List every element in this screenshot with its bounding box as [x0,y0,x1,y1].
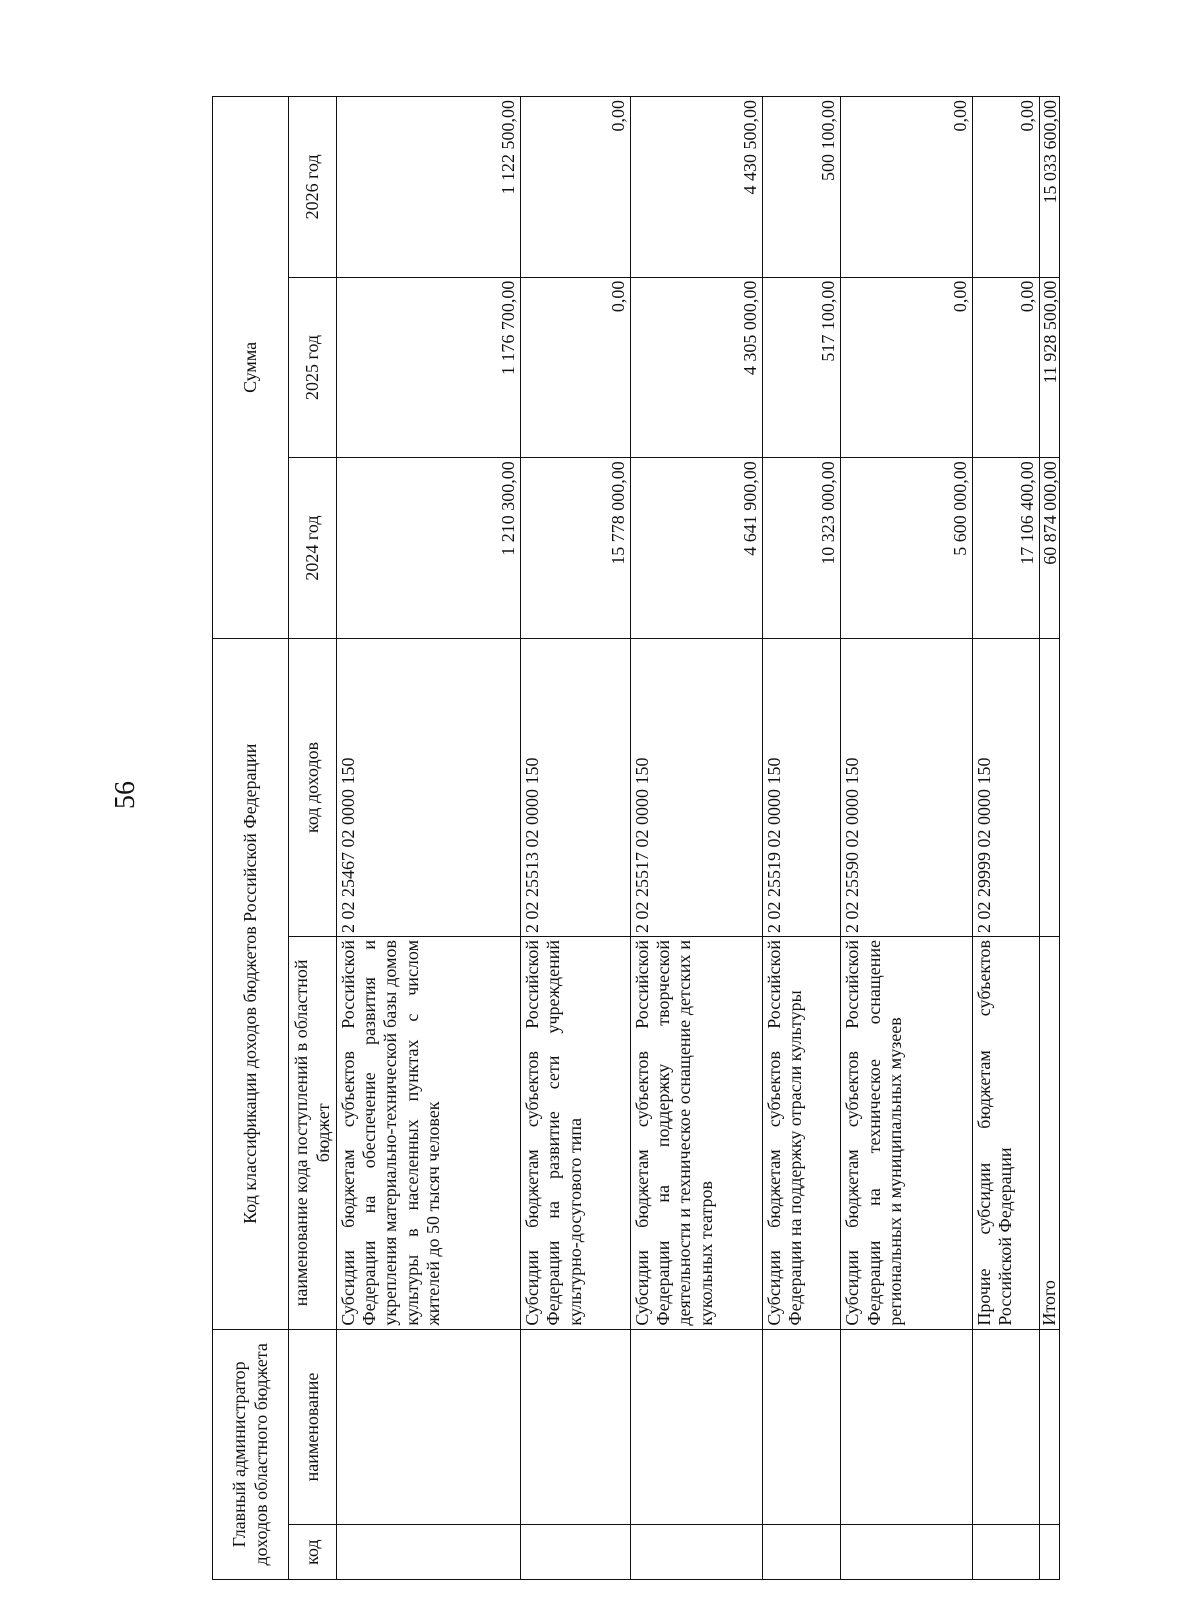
admin-code-header: код [289,1525,337,1580]
admin-code-cell [337,1525,521,1580]
total-2025: 11 928 500,00 [1040,277,1060,458]
amount-2026: 1 122 500,00 [337,97,521,278]
amount-2024: 15 778 000,00 [521,458,631,639]
amount-2025: 4 305 000,00 [631,277,763,458]
amount-2024: 10 323 000,00 [762,458,840,639]
amount-2025: 0,00 [841,277,973,458]
revenue-code: 2 02 25590 02 0000 150 [841,638,973,936]
class-code-header: код доходов [289,638,337,936]
budget-revenue-table [212,96,1060,1580]
amount-2024: 1 210 300,00 [337,458,521,639]
amount-2026: 0,00 [841,97,973,278]
admin-code-cell [841,1525,973,1580]
page-number: 56 [110,781,141,809]
amount-2024: 5 600 000,00 [841,458,973,639]
amount-2026: 500 100,00 [762,97,840,278]
table-row [762,97,840,1580]
amount-2025: 517 100,00 [762,277,840,458]
table-row [631,97,763,1580]
amount-2026: 4 430 500,00 [631,97,763,278]
amount-2026: 0,00 [973,97,1040,278]
budget-table-wrapper [212,96,1060,1580]
revenue-code: 2 02 25519 02 0000 150 [762,638,840,936]
amount-2026: 0,00 [521,97,631,278]
revenue-description: Субсидии бюджетам субъектов Российской Федерации на развитие сети учреждений культурно-досугового типа [521,937,631,1330]
admin-code-cell [631,1525,763,1580]
admin-name-cell [521,1329,631,1525]
admin-name-header: наименование [289,1329,337,1525]
admin-code-cell [521,1525,631,1580]
total-label: Итого [1040,937,1060,1330]
total-2024: 60 874 000,00 [1040,458,1060,639]
admin-code-cell [973,1525,1040,1580]
revenue-code: 2 02 25467 02 0000 150 [337,638,521,936]
admin-code-cell [762,1525,840,1580]
amount-2025: 0,00 [521,277,631,458]
revenue-description: Субсидии бюджетам субъектов Российской Федерации на поддержку отрасли культуры [762,937,840,1330]
sum-group-header: Сумма [213,97,289,639]
admin-name-cell [337,1329,521,1525]
amount-2025: 0,00 [973,277,1040,458]
revenue-code: 2 02 25513 02 0000 150 [521,638,631,936]
admin-name-cell [762,1329,840,1525]
classification-group-header: Код классификации доходов бюджетов Российской Федерации [213,638,289,1329]
admin-name-cell [973,1329,1040,1525]
revenue-description: Прочие субсидии бюджетам субъектов Российской Федерации [973,937,1040,1330]
total-code-cell [1040,638,1060,936]
total-row [1040,97,1060,1580]
admin-name-cell [631,1329,763,1525]
table-row [337,97,521,1580]
amount-2024: 17 106 400,00 [973,458,1040,639]
revenue-code: 2 02 29999 02 0000 150 [973,638,1040,936]
revenue-description: Субсидии бюджетам субъектов Российской Федерации на поддержку творческой деятельности и техническое оснащение детских и кукольных театров [631,937,763,1330]
table-row [521,97,631,1580]
amount-2025: 1 176 700,00 [337,277,521,458]
admin-code-cell [1040,1525,1060,1580]
year-2026-header: 2026 год [289,97,337,278]
admin-name-cell [841,1329,973,1525]
class-desc-header: наименование кода поступлений в областной бюджет [289,937,337,1330]
year-2024-header: 2024 год [289,458,337,639]
table-row [841,97,973,1580]
revenue-description: Субсидии бюджетам субъектов Российской Федерации на обеспечение развития и укрепления материально-технической базы домов культуры в населенных пунктах с числом жителей до 50 тысяч человек [337,937,521,1330]
admin-name-cell [1040,1329,1060,1525]
total-2026: 15 033 600,00 [1040,97,1060,278]
admin-group-header: Главный администратор доходов областного бюджета [213,1329,289,1579]
table-row [973,97,1040,1580]
revenue-description: Субсидии бюджетам субъектов Российской Федерации на техническое оснащение региональных и муниципальных музеев [841,937,973,1330]
revenue-code: 2 02 25517 02 0000 150 [631,638,763,936]
year-2025-header: 2025 год [289,277,337,458]
amount-2024: 4 641 900,00 [631,458,763,639]
